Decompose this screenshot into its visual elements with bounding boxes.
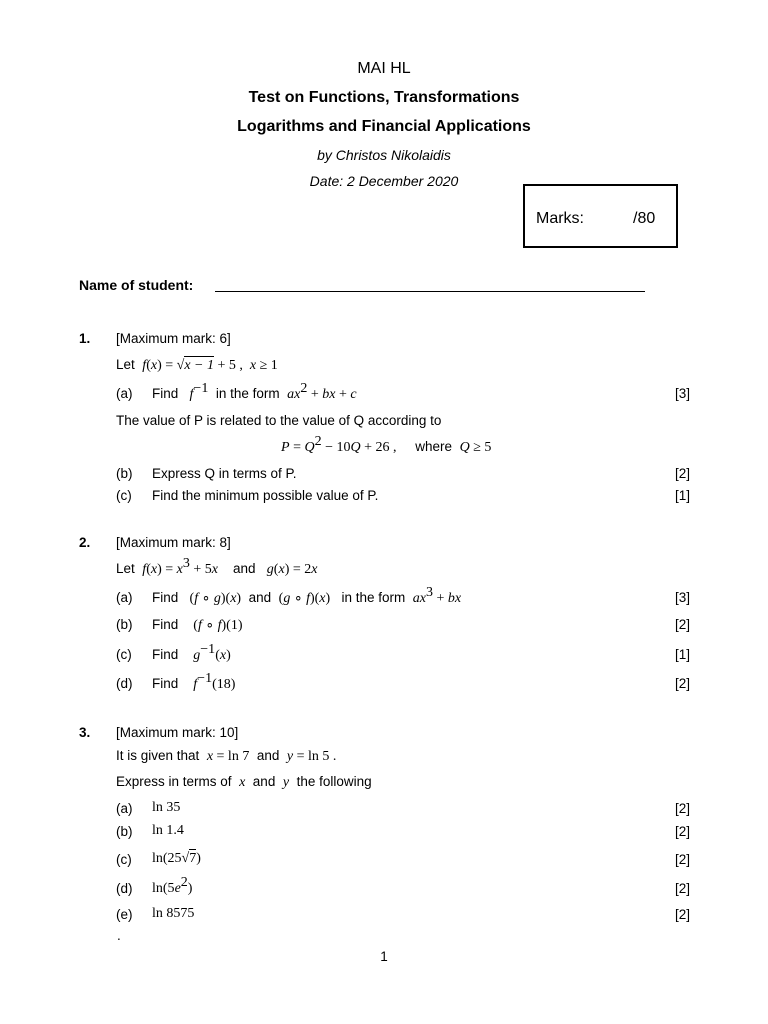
- q3d-label: (d): [116, 881, 133, 896]
- q2-let-word: Let: [116, 561, 135, 576]
- q3a-expr: ln 35: [152, 800, 181, 815]
- stray-dot: .: [117, 928, 121, 943]
- q1c-text: Find the minimum possible value of P.: [152, 488, 379, 503]
- q3-max-mark: [Maximum mark: 10]: [116, 725, 239, 740]
- q3e-expr: ln 8575: [152, 906, 195, 921]
- q1b-mark: [2]: [674, 466, 690, 481]
- q2c-find: Find: [152, 647, 179, 662]
- q2d-label: (d): [116, 676, 133, 691]
- q3a-label: (a): [116, 801, 133, 816]
- q2d-find: Find: [152, 676, 179, 691]
- q1-function-def: f: [142, 358, 147, 373]
- q2b-text: Find (f ∘ f)(1): [152, 617, 243, 633]
- student-name-line[interactable]: [215, 291, 645, 292]
- q3-express-prefix: Express in terms of: [116, 774, 232, 789]
- q1-relation-text: The value of P is related to the value of Q according to: [116, 413, 442, 428]
- q1-number: 1.: [79, 331, 91, 346]
- test-date: Date: 2 December 2020: [309, 173, 459, 189]
- student-name-label: Name of student:: [79, 277, 194, 293]
- q2d-mark: [2]: [674, 676, 690, 691]
- q2c-mark: [1]: [674, 647, 690, 662]
- q2a-text: Find (f ∘ g)(x) and (g ∘ f)(x) in the form $ax^3$ + bx: [152, 585, 462, 606]
- q3-express-and: and: [252, 774, 276, 789]
- test-title-line1: Test on Functions, Transformations: [248, 89, 520, 106]
- page-number: 1: [380, 949, 388, 964]
- q1a-find: Find: [152, 386, 179, 401]
- q3c-expr: ln(25√7): [152, 851, 201, 866]
- marks-label: Marks:: [536, 210, 584, 227]
- q3-given: It is given that x = ln 7 and y = ln 5 .: [116, 748, 337, 764]
- q3-express: Express in terms of x and y the following: [116, 774, 372, 790]
- q2-let: Let $f(x) = x^3 + 5x$ and g(x) = 2x: [116, 556, 318, 577]
- q2a-find: Find: [152, 590, 179, 605]
- q1-let: Let f(x) = √x − 1 + 5 , x ≥ 1: [116, 357, 278, 373]
- marks-total: /80: [633, 210, 656, 227]
- q1-max-mark: [Maximum mark: 6]: [116, 331, 231, 346]
- q1c-label: (c): [116, 488, 132, 503]
- q3-express-suffix: the following: [296, 774, 372, 789]
- course-code: MAI HL: [357, 60, 411, 77]
- q1-relation-equation: $P = Q^2 - 10Q + 26$ , where Q ≥ 5: [281, 434, 492, 455]
- q1-let-word: Let: [116, 357, 135, 372]
- q1a-text: Find $f^{-1}$ in the form $ax^2$ + bx + c: [152, 381, 357, 402]
- q2a-label: (a): [116, 590, 133, 605]
- q3d-mark: [2]: [674, 881, 690, 896]
- q3b-expr: ln 1.4: [152, 823, 184, 838]
- q3e-label: (e): [116, 907, 133, 922]
- q2a-and: and: [248, 590, 272, 605]
- test-title-line2: Logarithms and Financial Applications: [237, 118, 531, 135]
- q2b-mark: [2]: [674, 617, 690, 632]
- q1b-label: (b): [116, 466, 133, 481]
- q3-given-prefix: It is given that: [116, 748, 200, 763]
- q2b-find: Find: [152, 617, 179, 632]
- q2a-in-form: in the form: [341, 590, 406, 605]
- q3c-label: (c): [116, 852, 132, 867]
- q2-max-mark: [Maximum mark: 8]: [116, 535, 231, 550]
- q3a-mark: [2]: [674, 801, 690, 816]
- q2-and: and: [233, 561, 256, 576]
- q1-where: where: [415, 439, 453, 454]
- q3b-mark: [2]: [674, 824, 690, 839]
- author: by Christos Nikolaidis: [317, 147, 451, 163]
- q3d-expr: $\ln(5e^2)$: [152, 875, 193, 896]
- marks-box: [523, 184, 678, 248]
- q3c-mark: [2]: [674, 852, 690, 867]
- q1a-in-form: in the form: [215, 386, 280, 401]
- q3b-label: (b): [116, 824, 133, 839]
- q2c-text: Find $g^{-1}(x)$: [152, 642, 231, 663]
- q2d-text: Find $f^{-1}(18)$: [152, 671, 236, 692]
- q1a-mark: [3]: [674, 386, 690, 401]
- q2b-label: (b): [116, 617, 133, 632]
- q2c-label: (c): [116, 647, 132, 662]
- q2-number: 2.: [79, 535, 91, 550]
- q1b-text: Express Q in terms of P.: [152, 466, 297, 481]
- q3-number: 3.: [79, 725, 91, 740]
- q2a-mark: [3]: [674, 590, 690, 605]
- q3e-mark: [2]: [674, 907, 690, 922]
- q1c-mark: [1]: [674, 488, 690, 503]
- q1a-label: (a): [116, 386, 133, 401]
- q3-and: and: [256, 748, 280, 763]
